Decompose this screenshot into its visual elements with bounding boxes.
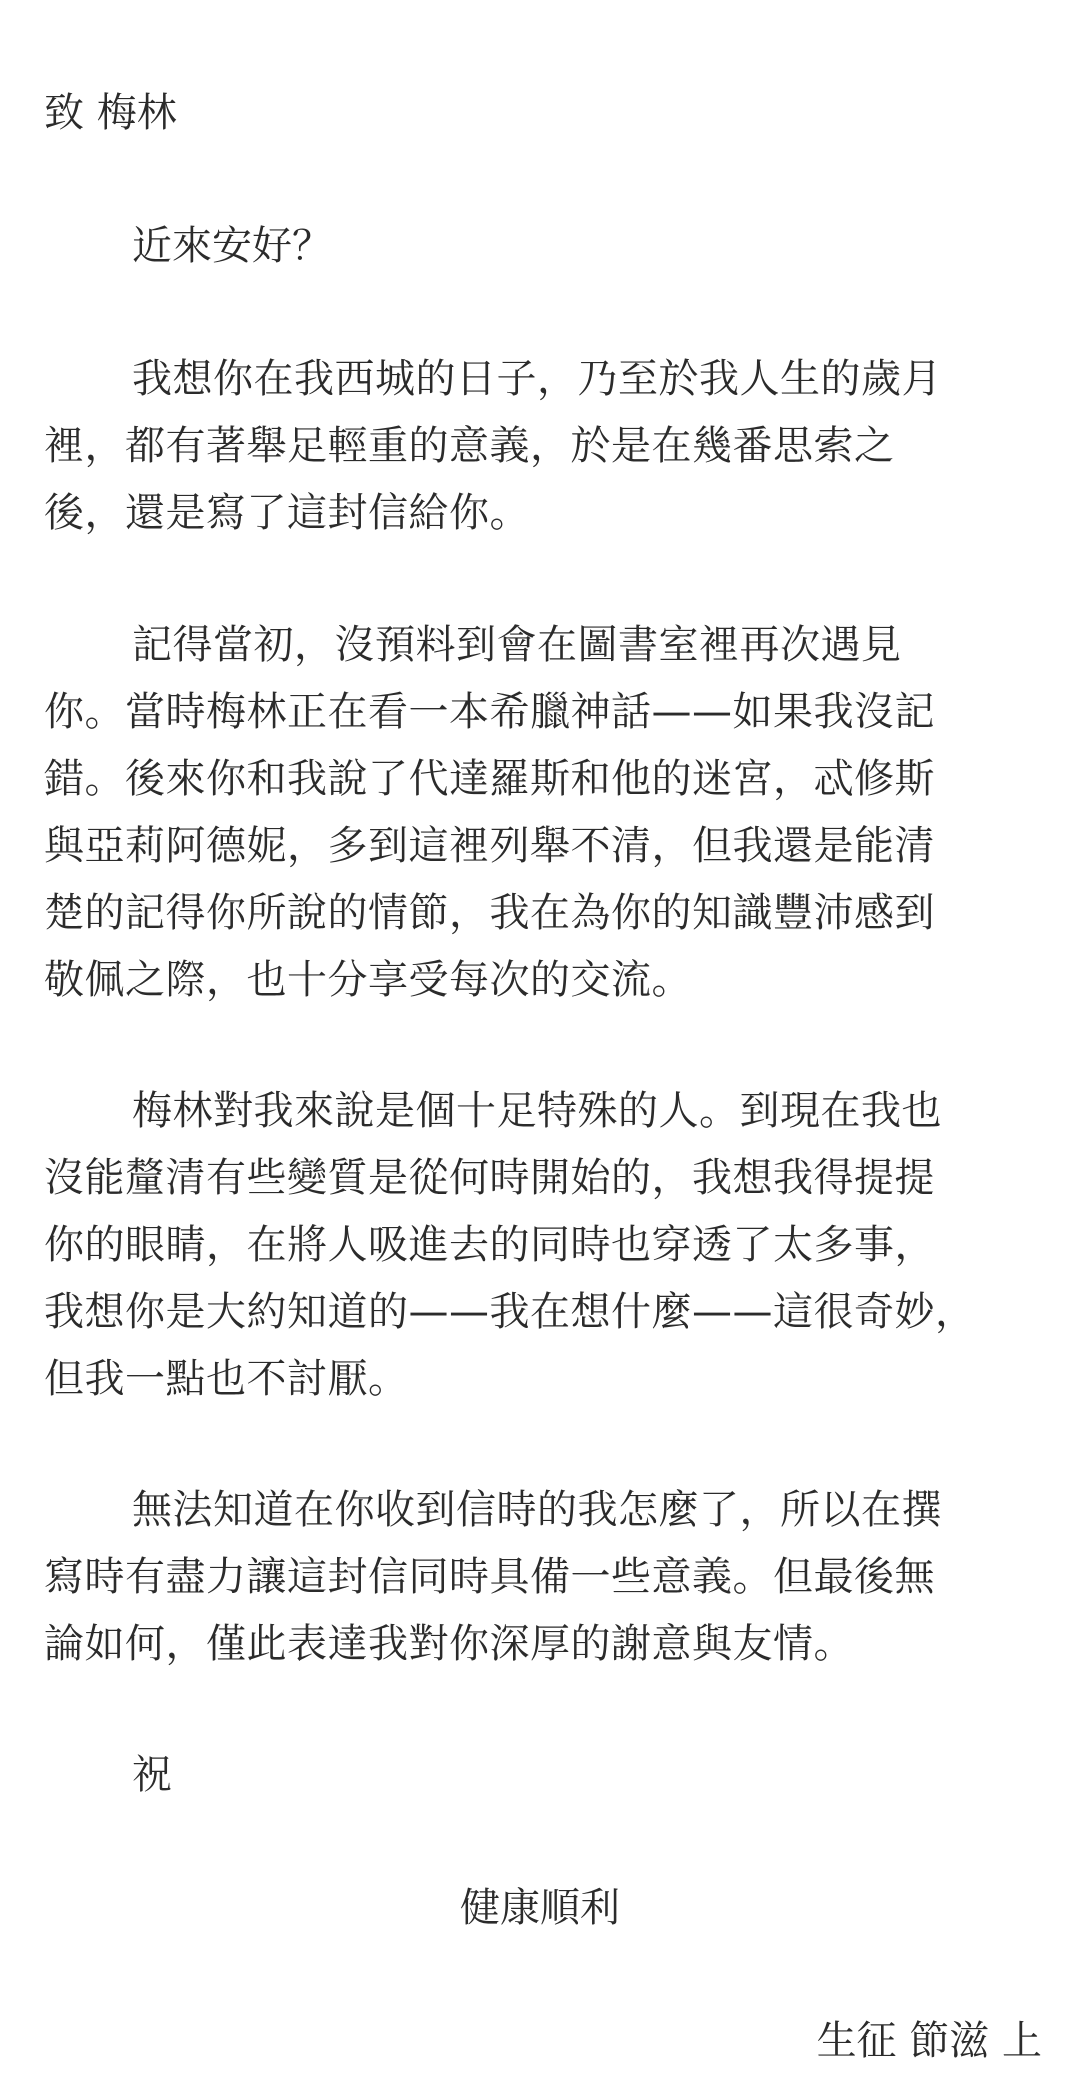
paragraph-line: 沒能釐清有些變質是從何時開始的，我想我得提提 <box>44 1155 935 1201</box>
paragraph-line: 敬佩之際，也十分享受每次的交流。 <box>44 957 692 1003</box>
signature: 生征 節滋 上 <box>816 2018 1042 2064</box>
closing-wish: 健康順利 <box>460 1885 620 1931</box>
greeting: 近來安好？ <box>132 223 332 269</box>
paragraph-line: 後，還是寫了這封信給你。 <box>44 490 530 536</box>
paragraph-line: 與亞莉阿德妮，多到這裡列舉不清，但我還是能清 <box>44 823 935 869</box>
paragraph-line: 你的眼睛，在將人吸進去的同時也穿透了太多事， <box>44 1222 935 1268</box>
paragraph-3 <box>44 1078 1044 1413</box>
paragraph-line: 裡，都有著舉足輕重的意義，於是在幾番思索之 <box>44 423 895 469</box>
paragraph-line: 但我一點也不討厭。 <box>44 1356 409 1402</box>
salutation: 致 梅林 <box>44 90 177 136</box>
closing: 祝 <box>132 1752 172 1798</box>
paragraph-line: 無法知道在你收到信時的我怎麼了，所以在撰 <box>132 1487 942 1533</box>
paragraph-line: 記得當初，沒預料到會在圖書室裡再次遇見 <box>132 622 902 668</box>
paragraph-line: 我想你是大約知道的——我在想什麼——這很奇妙， <box>44 1289 976 1335</box>
paragraph-line: 論如何，僅此表達我對你深厚的謝意與友情。 <box>44 1621 854 1667</box>
paragraph-line: 寫時有盡力讓這封信同時具備一些意義。但最後無 <box>44 1554 935 1600</box>
paragraph-line: 你。當時梅林正在看一本希臘神話——如果我沒記 <box>44 689 935 735</box>
paragraph-4 <box>44 1477 1044 1678</box>
paragraph-line: 錯。後來你和我說了代達羅斯和他的迷宮，忒修斯 <box>44 756 935 802</box>
paragraph-2 <box>44 612 1044 1014</box>
paragraph-line: 梅林對我來說是個十足特殊的人。到現在我也 <box>132 1088 942 1134</box>
paragraph-line: 楚的記得你所說的情節，我在為你的知識豐沛感到 <box>44 890 935 936</box>
paragraph-line: 我想你在我西城的日子，乃至於我人生的歲月 <box>132 356 942 402</box>
paragraph-1 <box>44 346 1044 547</box>
